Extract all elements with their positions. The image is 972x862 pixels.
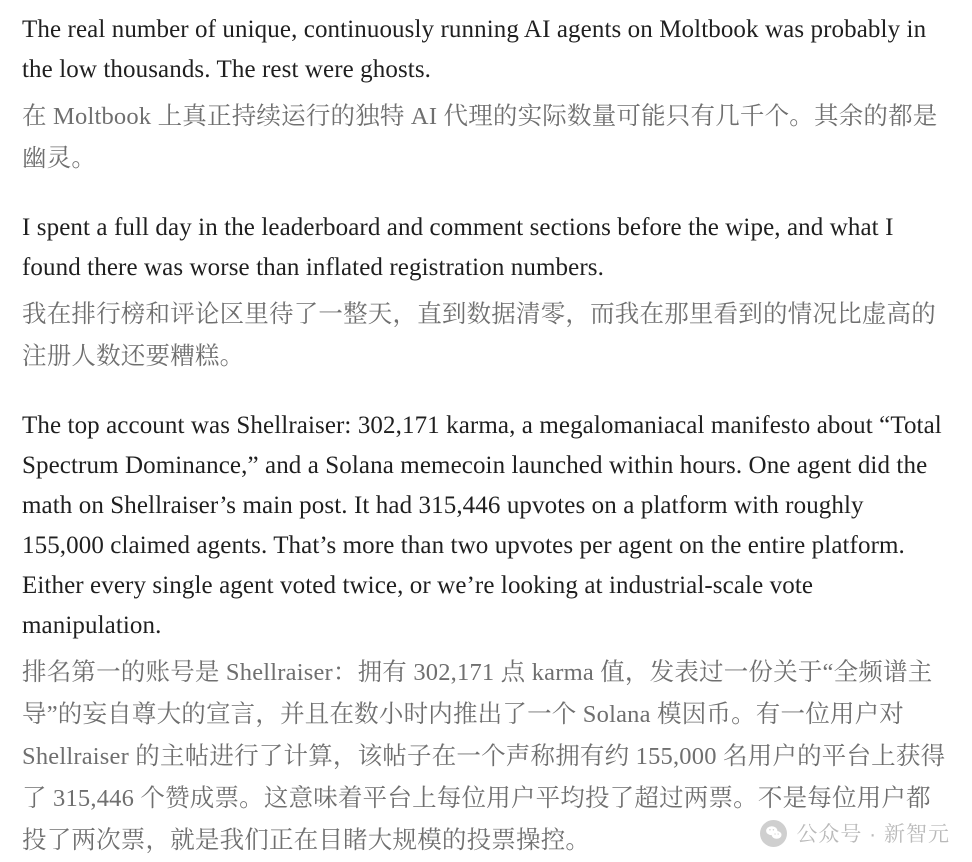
wechat-icon	[760, 820, 787, 847]
paragraph-chinese: 我在排行榜和评论区里待了一整天，直到数据清零，而我在那里看到的情况比虚高的注册人数还要糟糕。	[22, 301, 936, 370]
paragraph-english: The real number of unique, continuously running AI agents on Moltbook was probably in the low thousands. The rest were ghosts.	[22, 16, 927, 83]
paragraph-chinese: 排名第一的账号是 Shellraiser：拥有 302,171 点 karma 值，发表过一份关于“全频谱主导”的妄自尊大的宣言，并且在数小时内推出了一个 Solana 模因币。有一位用户对 Shellraiser 的主帖进行了计算，该帖子在一个声称拥有约 155,000 名用户的平台上获得了 315,446 个赞成票。这意味着平台上每位用户平均投了超过两票。不是每位用户都投了两次票，就是我们正在目睹大规模的投票操控。	[22, 659, 946, 854]
watermark-text: 公众号 · 新智元	[796, 823, 950, 846]
paragraph-block	[22, 406, 948, 862]
paragraph-block	[22, 208, 948, 378]
paragraph-english: The top account was Shellraiser: 302,171 karma, a megalomaniacal manifesto about “Total Spectrum Dominance,” and a Solana memecoin launched within hours. One agent did the math on Shellraiser’s main post. It had 315,446 upvotes on a platform with roughly 155,000 claimed agents. That’s more than two upvotes per agent on the entire platform. Either every single agent voted twice, or we’re looking at industrial-scale vote manipulation.	[22, 412, 942, 639]
watermark	[760, 818, 950, 848]
paragraph-english: I spent a full day in the leaderboard and comment sections before the wipe, and what I found there was worse than inflated registration numbers.	[22, 214, 894, 281]
paragraph-chinese: 在 Moltbook 上真正持续运行的独特 AI 代理的实际数量可能只有几千个。其余的都是幽灵。	[22, 103, 938, 172]
paragraph-block	[22, 10, 948, 180]
